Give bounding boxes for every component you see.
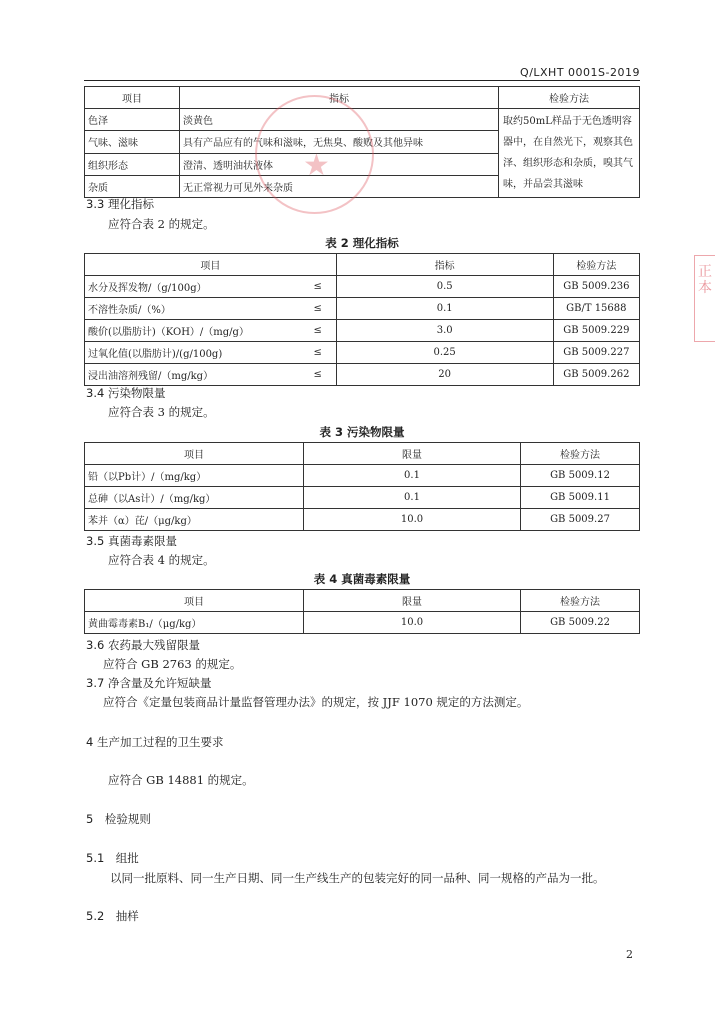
table-cell: 10.0 [304,612,521,634]
table-cell: 10.0 [304,509,521,531]
table-cell: GB 5009.22 [521,612,640,634]
section-5-2-title: 5.2 抽样 [86,909,139,923]
section-3-5-title: 3.5 真菌毒素限量 [86,534,177,548]
section-3-7-title: 3.7 净含量及允许短缺量 [86,676,212,690]
section-5-1-title: 5.1 组批 [86,851,139,865]
header-rule [84,80,640,81]
table-row [85,276,640,298]
table-cell: 色泽 [85,109,180,131]
table-cell: GB 5009.227 [553,342,639,364]
table-cell: 水分及挥发物/（g/100g） [85,276,300,298]
header-cell: 检验方法 [521,590,640,612]
header-cell: 指标 [336,254,553,276]
table-cell: GB 5009.12 [521,465,640,487]
table-row [85,487,640,509]
table-4-caption: 表 4 真菌毒素限量 [313,572,411,586]
table-row [85,320,640,342]
header-cell: 检验方法 [499,87,640,109]
table-cell: GB/T 15688 [553,298,639,320]
table-header-row [85,590,640,612]
table-cell: 过氧化值(以脂肪计)/(g/100g) [85,342,300,364]
table-cell: ≤ [300,320,337,342]
seal-star-icon: ★ [303,148,330,183]
table-cell: GB 5009.229 [553,320,639,342]
table-cell: 气味、滋味 [85,131,180,153]
header-cell: 指标 [180,87,499,109]
section-5-title: 5 检验规则 [86,812,151,826]
header-cell: 项目 [85,254,337,276]
header-cell: 项目 [85,443,304,465]
table-cell: ≤ [300,342,337,364]
table-cell: 3.0 [336,320,553,342]
section-5-1-text: 以同一批原料、同一生产日期、同一生产线生产的包装完好的同一品种、同一规格的产品为一批。 [110,871,605,885]
table-cell: 0.1 [336,298,553,320]
table-cell: ≤ [300,364,337,386]
table-row [85,509,640,531]
table-cell: 0.25 [336,342,553,364]
header-cell: 检验方法 [521,443,640,465]
table-row [85,342,640,364]
table-cell: 酸价(以脂肪计)（KOH）/（mg/g） [85,320,300,342]
table-cell: 黄曲霉毒素B₁/（μg/kg） [85,612,304,634]
table-cell: 杂质 [85,175,180,197]
table-row [85,465,640,487]
table-3-caption: 表 3 污染物限量 [319,425,405,439]
table-2-caption: 表 2 理化指标 [325,236,399,250]
table-cell: 组织形态 [85,153,180,175]
section-4-title: 4 生产加工过程的卫生要求 [86,735,224,749]
table-header-row [85,87,640,109]
mycotoxins-table [84,589,640,634]
table-cell: 淡黄色 [180,109,499,131]
table-cell: 0.1 [304,465,521,487]
header-cell: 限量 [304,590,521,612]
table-row [85,612,640,634]
table-cell: ≤ [300,298,337,320]
table-cell: GB 5009.236 [553,276,639,298]
table-cell: 0.1 [304,487,521,509]
section-3-4-title: 3.4 污染物限量 [86,386,166,400]
table-cell: 苯并（α）芘/（μg/kg） [85,509,304,531]
table-cell: 具有产品应有的气味和滋味，无焦臭、酸败及其他异味 [180,131,499,153]
table-cell: 澄清、透明油状液体 [180,153,499,175]
method-cell: 取约50mL样品于无色透明容器中，在自然光下，观察其色泽、组织形态和杂质，嗅其气味，并品尝其滋味 [499,109,640,198]
section-3-5-text: 应符合表 4 的规定。 [108,553,215,567]
section-3-4-text: 应符合表 3 的规定。 [108,405,215,419]
table-cell: 0.5 [336,276,553,298]
edge-stamp [694,255,715,342]
section-3-3-title: 3.3 理化指标 [86,197,154,211]
header-cell: 项目 [85,590,304,612]
contaminants-table [84,442,640,531]
table-cell: 20 [336,364,553,386]
table-cell: GB 5009.262 [553,364,639,386]
section-4-text: 应符合 GB 14881 的规定。 [108,773,254,787]
header-cell: 限量 [304,443,521,465]
table-header-row [85,254,640,276]
edge-stamp-label: 正本 [698,264,712,296]
physicochemical-table [84,253,640,386]
header-cell: 项目 [85,87,180,109]
table-row [85,364,640,386]
section-3-3-text: 应符合表 2 的规定。 [108,217,215,231]
header-cell: 检验方法 [553,254,639,276]
table-header-row [85,443,640,465]
table-cell: GB 5009.11 [521,487,640,509]
table-cell: 铅（以Pb计）/（mg/kg） [85,465,304,487]
table-cell: ≤ [300,276,337,298]
document-code: Q/LXHT 0001S-2019 [520,66,640,79]
page-number: 2 [626,948,633,961]
section-3-6-title: 3.6 农药最大残留限量 [86,638,200,652]
section-3-6-text: 应符合 GB 2763 的规定。 [103,657,242,671]
table-cell: 无正常视力可见外来杂质 [180,175,499,197]
table-cell: GB 5009.27 [521,509,640,531]
table-cell: 总砷（以As计）/（mg/kg） [85,487,304,509]
table-cell: 不溶性杂质/（%） [85,298,300,320]
table-row [85,298,640,320]
section-3-7-text: 应符合《定量包装商品计量监督管理办法》的规定，按 JJF 1070 规定的方法测定。 [103,695,529,709]
table-cell: 浸出油溶剂残留/（mg/kg） [85,364,300,386]
